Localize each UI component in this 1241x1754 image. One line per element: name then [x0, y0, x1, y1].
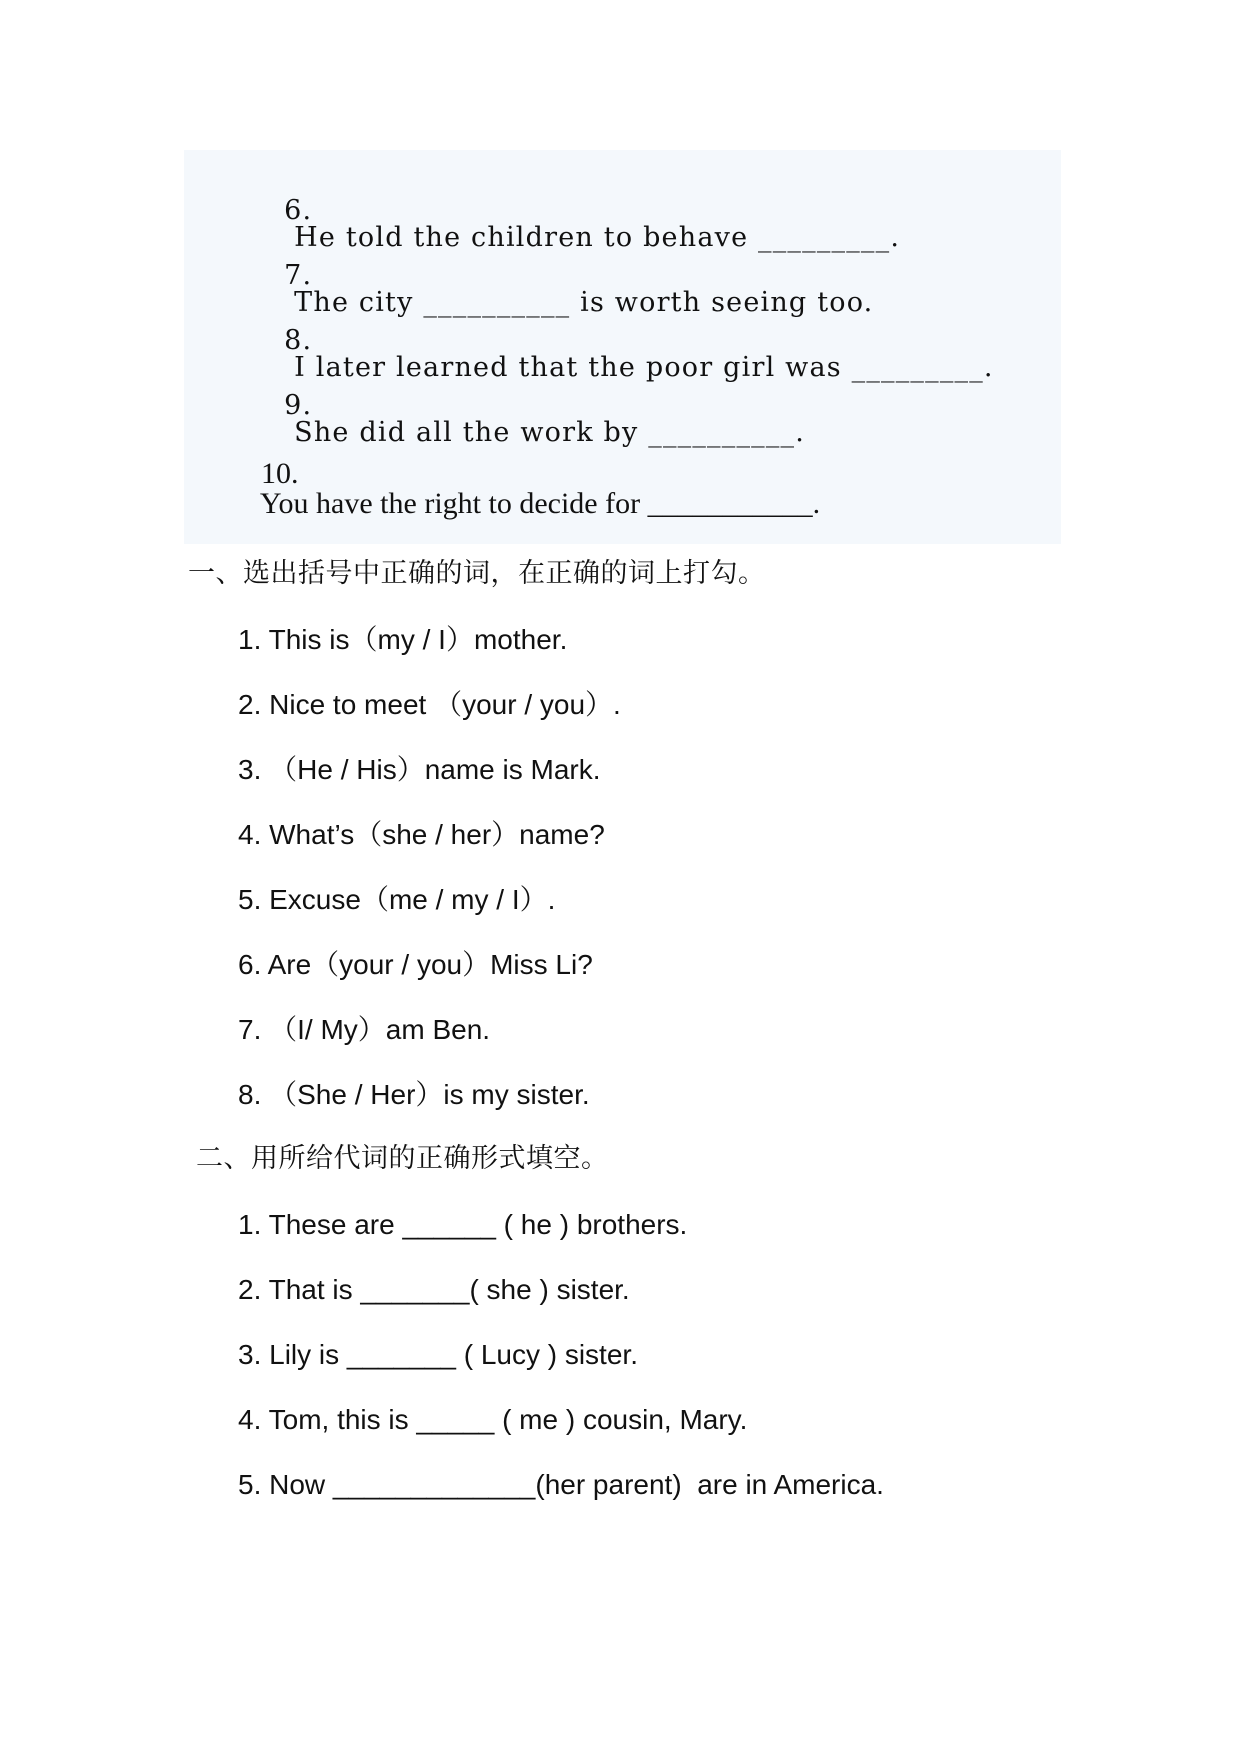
- section1-item: 3. （He / His）name is Mark.: [238, 754, 601, 785]
- section2-item: 5. Now _____________(her parent) are in America.: [238, 1469, 884, 1500]
- section2-item: 2. That is _______( she ) sister.: [238, 1274, 630, 1305]
- item-text: He told the children to behave _________.: [294, 222, 901, 253]
- section1-item: 2. Nice to meet （your / you）.: [238, 689, 621, 720]
- item-number: 9.: [284, 390, 313, 421]
- item-number: 7.: [284, 260, 313, 291]
- section2-heading: 二、用所给代词的正确形式填空。: [196, 1143, 609, 1174]
- section1-item: 5. Excuse（me / my / I）.: [238, 884, 556, 915]
- section1-heading: 一、选出括号中正确的词，在正确的词上打勾。: [188, 558, 766, 589]
- section1-item: 8. （She / Her）is my sister.: [238, 1079, 590, 1110]
- exercise-item: [231, 429, 820, 549]
- item-number: 8.: [284, 325, 313, 356]
- section1-item: 4. What’s（she / her）name?: [238, 819, 605, 850]
- item-text: You have the right to decide for ___________.: [259, 487, 821, 520]
- item-number: 6.: [284, 195, 313, 226]
- section2-item: 4. Tom, this is _____ ( me ) cousin, Mary.: [238, 1404, 748, 1435]
- item-text: I later learned that the poor girl was _________.: [294, 352, 994, 383]
- section2-item: 3. Lily is _______ ( Lucy ) sister.: [238, 1339, 638, 1370]
- section2-item: 1. These are ______ ( he ) brothers.: [238, 1209, 688, 1240]
- section1-item: 1. This is（my / I）mother.: [238, 624, 568, 655]
- item-text: The city __________ is worth seeing too.: [294, 287, 874, 318]
- item-text: She did all the work by __________.: [294, 417, 806, 448]
- item-number: 10.: [261, 457, 299, 490]
- section1-item: 7. （I/ My）am Ben.: [238, 1014, 491, 1045]
- section1-item: 6. Are（your / you）Miss Li?: [238, 949, 593, 980]
